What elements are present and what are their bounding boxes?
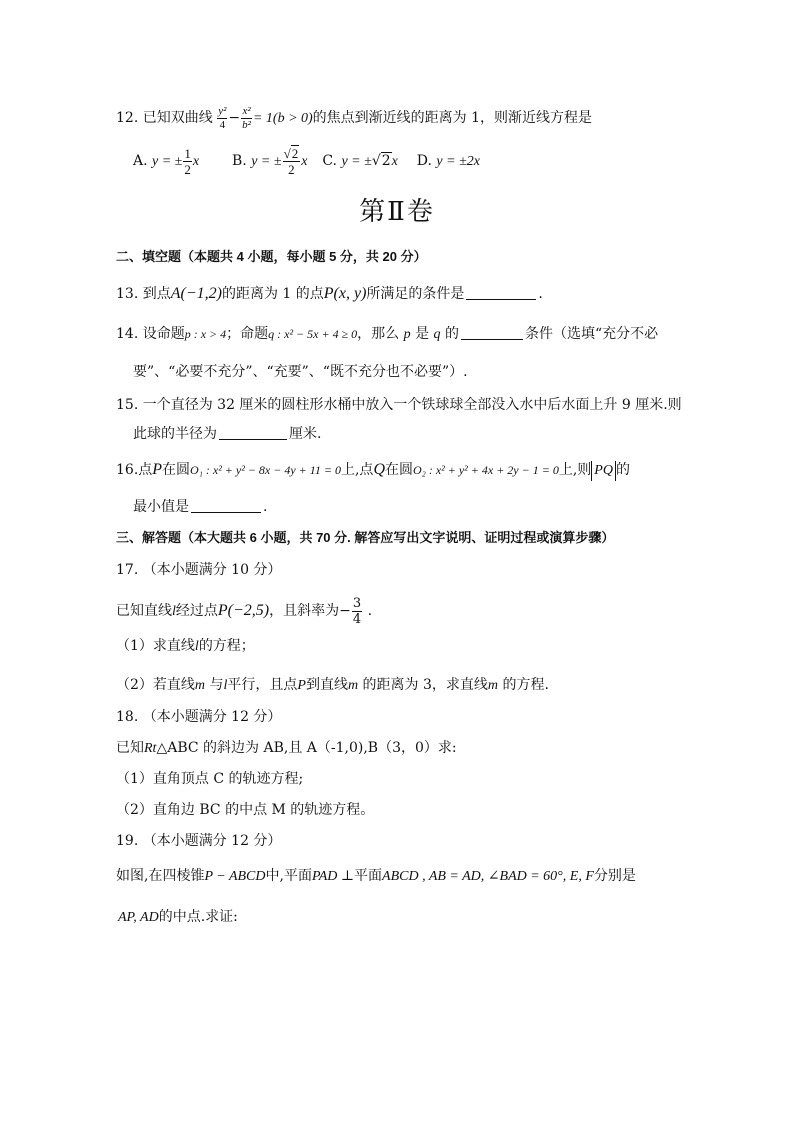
question-18-title: 18. （本小题满分 12 分） [116, 709, 282, 725]
q15-answer-blank[interactable] [219, 424, 287, 440]
question-16: 16.点P在圆O₁ : x² + y² − 8x − 4y + 11 = 0上,点Q在圆O₂ : x² + y² + 4x + 2y − 1 = 0上,则 PQ 的 [116, 460, 794, 481]
q12-suffix: 的焦点到渐近线的距离为 1，则渐近线方程是 [312, 110, 593, 126]
q12-option-a: A. y = ± $\frac{1}{2}$ x [133, 145, 200, 177]
question-14-line-2: 要”、“必要不充分”、“充要”、“既不充分也不必要”）. [133, 364, 468, 380]
question-18-part-2: （2）直角边 BC 的中点 M 的轨迹方程。 [116, 802, 375, 818]
question-15: 15. 一个直径为 32 厘米的圆柱形水桶中放入一个铁球球全部没入水中后水面上升 9 厘米.则 [116, 397, 682, 413]
question-18-part-1: （1）直角顶点 C 的轨迹方程; [116, 771, 304, 787]
part-3-heading: 三、解答题（本大题共 6 小题，共 70 分. 解答应写出文字说明、证明过程或演算步骤） [116, 530, 615, 545]
question-19-stem-line-2: AP, AD的中点.求证: [118, 909, 238, 925]
question-12: 12. 已知双曲线 $\frac{\text{y²}}{4}$ − $\frac{\text{x²}}{\text{b²}}$ = 1(b > 0)的焦点到渐近线的距离为 1，则渐近线方程是 [116, 105, 593, 132]
point-a: A(−1,2) [170, 285, 222, 302]
question-19-stem: 如图,在四棱锥P − ABCD中,平面PAD ⊥平面ABCD , AB = AD, ∠BAD = 60°, E, F分别是 [116, 868, 636, 884]
question-13: 13. 到点A(−1,2)的距离为 1 的点P(x, y)所满足的条件是 . [116, 285, 543, 302]
section-2-title: 第Ⅱ卷 [359, 197, 435, 227]
q12-option-b: B. y = ± $\frac{√2}{2}$ x [232, 145, 308, 177]
q12-fraction-y: $\frac{\text{y²}}{4}$ [218, 105, 227, 132]
q12-option-c: C. y = ±√2x [322, 153, 398, 169]
q12-prefix: 12. 已知双曲线 [116, 110, 213, 126]
question-19-title: 19. （本小题满分 12 分） [116, 833, 282, 849]
circle-o1-equation: O₁ : x² + y² − 8x − 4y + 11 = 0 [190, 463, 341, 477]
question-14: 14. 设命题p : x > 4；命题q : x² − 5x + 4 ≥ 0，那么 p 是 q 的 条件（选填“充分不必 [116, 326, 659, 342]
question-18-stem: 已知Rt△ABC 的斜边为 AB,且 A（-1,0),B（3，0）求: [116, 740, 457, 756]
part-2-heading: 二、填空题（本题共 4 小题，每小题 5 分，共 20 分） [116, 249, 427, 264]
question-17-title: 17. （本小题满分 10 分） [116, 562, 282, 578]
q14-answer-blank[interactable] [461, 324, 523, 340]
q12-fraction-x: $\frac{\text{x²}}{\text{b²}}$ [242, 105, 251, 132]
question-17-part-2: （2）若直线m 与l平行，且点P到直线m 的距离为 3，求直线m 的方程. [116, 677, 549, 693]
question-17-part-1: （1）求直线l的方程； [116, 638, 255, 654]
question-15-line-2: 此球的半径为 厘米. [133, 426, 322, 442]
q12-options [133, 146, 794, 176]
circle-o2-equation: O₂ : x² + y² + 4x + 2y − 1 = 0 [413, 463, 559, 477]
q16-answer-blank[interactable] [191, 497, 261, 513]
point-p: P(x, y) [323, 285, 367, 302]
q13-answer-blank[interactable] [466, 284, 536, 300]
question-17-stem: 已知直线l经过点P(−2,5)，且斜率为− $\frac{3}{4}$ . [116, 595, 373, 627]
question-16-line-2: 最小值是 . [133, 499, 268, 515]
q12-condition: = 1(b > 0) [252, 111, 313, 126]
q12-option-d: D. y = ±2x [416, 153, 480, 169]
